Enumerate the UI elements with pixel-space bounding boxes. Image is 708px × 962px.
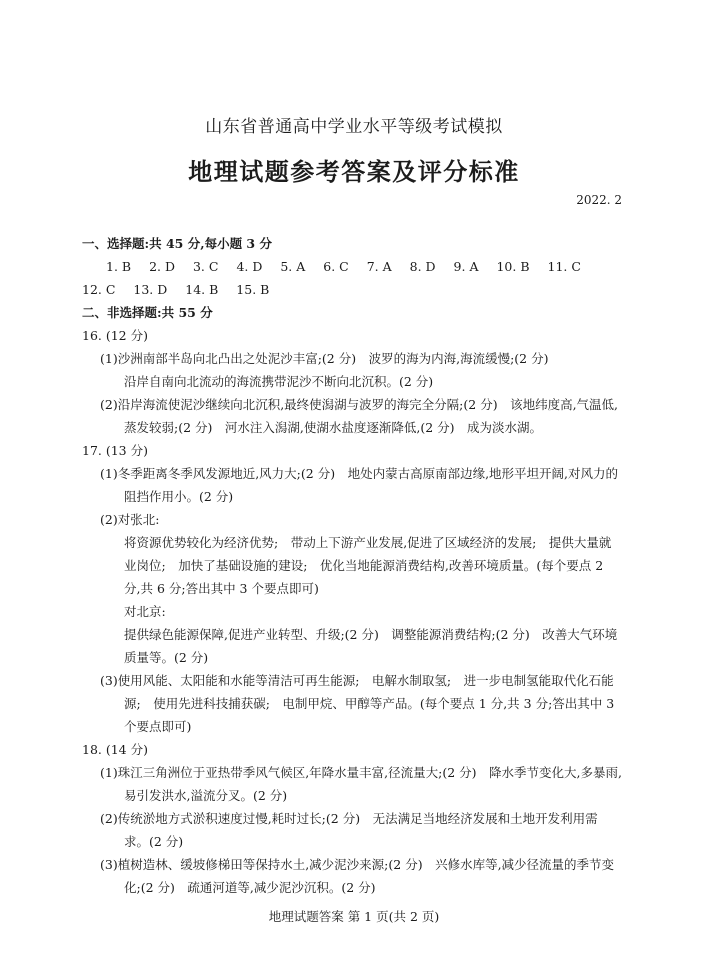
choice-answer: 11. C [547,259,581,274]
section-choice-heading: 一、选择题:共 45 分,每小题 3 分 [82,236,272,251]
exam-subtitle: 山东省普通高中学业水平等级考试模拟 [205,117,503,137]
exam-date: 2022. 2 [576,193,622,207]
choice-answer: 13. D [133,282,168,297]
q18-answer-3: (3)植树造林、缓坡修梯田等保持水土,减少泥沙来源;(2 分) 兴修水库等,减少径流量的季节变化;(2 分) 疏通河道等,减少泥沙沉积。(2 分) [100,857,615,895]
choice-answers-row-1 [82,255,622,278]
q17-answer-2: (2)对张北: [100,512,160,527]
q16-answer-2: (2)沿岸海流使泥沙继续向北沉积,最终使潟湖与波罗的海完全分隔;(2 分) 该地纬度高,气温低,蒸发较弱;(2 分) 河水注入潟湖,使湖水盐度逐渐降低,(2 分) 成为淡水湖。 [100,397,619,435]
choice-answer: 9. A [453,259,479,274]
q17-answer-2-beijing: 提供绿色能源保障,促进产业转型、升级;(2 分) 调整能源消费结构;(2 分) 改善大气环境质量等。(2 分) [124,627,618,665]
choice-answer: 6. C [323,259,349,274]
choice-answer: 4. D [236,259,263,274]
q17-answer-3: (3)使用风能、太阳能和水能等清洁可再生能源; 电解水制取氢; 进一步电制氢能取代化石能源; 使用先进科技捕获碳; 电制甲烷、甲醇等产品。(每个要点 1 分,共 3 分;答出其中 3 个要点即可) [100,673,615,734]
choice-answer: 7. A [366,259,392,274]
page-footer: 地理试题答案 第 1 页(共 2 页) [268,909,440,924]
choice-answer: 12. C [82,282,116,297]
page-title: 地理试题参考答案及评分标准 [188,157,520,186]
question-18-label: 18. (14 分) [82,742,148,757]
question-17-label: 17. (13 分) [82,443,148,458]
q16-answer-1-cont: 沿岸自南向北流动的海流携带泥沙不断向北沉积。(2 分) [124,374,434,389]
q16-answer-1: (1)沙洲南部半岛向北凸出之处泥沙丰富;(2 分) 波罗的海为内海,海流缓慢;(2 分) [100,351,549,366]
q17-answer-1: (1)冬季距离冬季风发源地近,风力大;(2 分) 地处内蒙古高原南部边缘,地形平坦开阔,对风力的阻挡作用小。(2 分) [100,466,619,504]
q18-answer-2: (2)传统淤地方式淤积速度过慢,耗时过长;(2 分) 无法满足当地经济发展和土地开发利用需求。(2 分) [100,811,598,849]
choice-answer: 1. B [106,259,132,274]
question-16-label: 16. (12 分) [82,328,148,343]
q17-answer-2-beijing-label: 对北京: [124,604,166,619]
q17-answer-2-zhangbei: 将资源优势较化为经济优势; 带动上下游产业发展,促进了区域经济的发展; 提供大量就业岗位; 加快了基础设施的建设; 优化当地能源消费结构,改善环境质量。(每个要点 2 分,共 6 分;答出其中 3 个要点即可) [124,535,612,596]
choice-answer: 8. D [409,259,436,274]
choice-answer: 10. B [496,259,530,274]
q18-answer-1: (1)珠江三角洲位于亚热带季风气候区,年降水量丰富,径流量大;(2 分) 降水季节变化大,多暴雨,易引发洪水,溢流分叉。(2 分) [100,765,622,803]
choice-answer: 14. B [185,282,219,297]
choice-answer: 3. C [192,259,219,274]
answer-body [82,232,622,899]
choice-answers-row-2 [82,278,622,301]
choice-answer: 2. D [149,259,175,274]
choice-answer: 15. B [236,282,270,297]
section-nonchoice-heading: 二、非选择题:共 55 分 [82,305,213,320]
choice-answer: 5. A [280,259,306,274]
